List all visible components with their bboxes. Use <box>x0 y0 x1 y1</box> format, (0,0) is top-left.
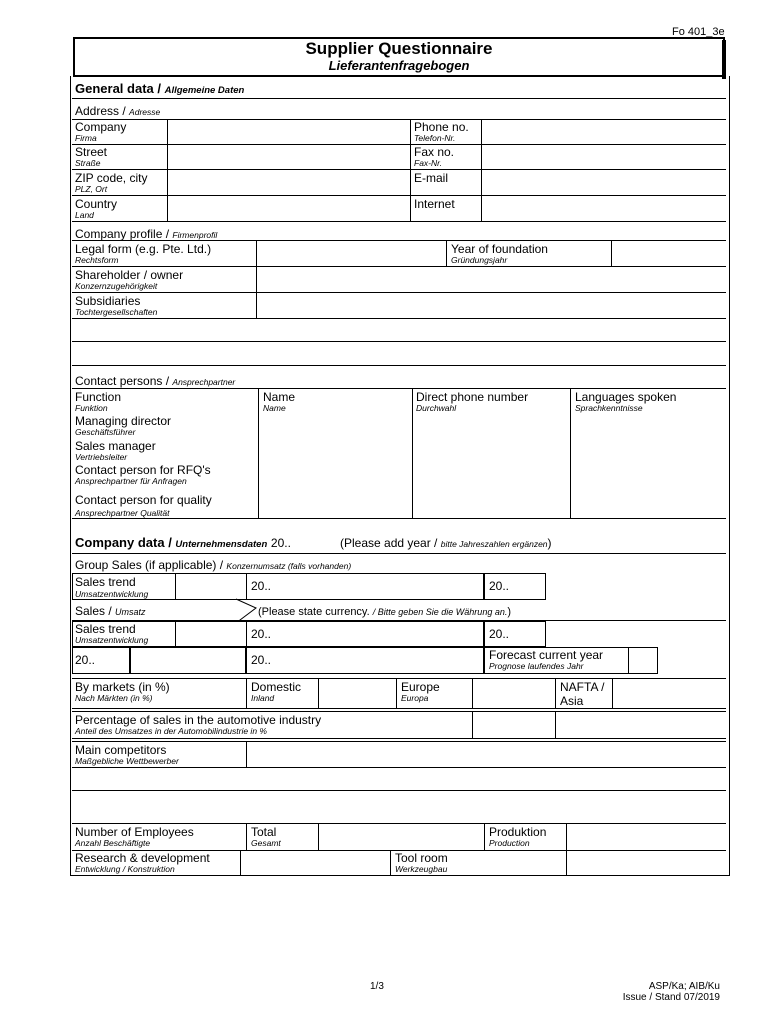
foundation-label-de: Gründungsjahr <box>451 255 508 265</box>
general-heading: General data / Allgemeine Daten <box>75 81 245 96</box>
group-sales-de: Konzernumsatz (falls vorhanden) <box>226 561 352 571</box>
rnd-col-2 <box>390 850 391 875</box>
email-label: E-mail <box>414 171 449 185</box>
group-sales-year-1[interactable] <box>246 573 484 600</box>
contact-phone-field[interactable] <box>413 414 569 517</box>
phone-field[interactable] <box>482 120 725 143</box>
contacts-heading-en: Contact persons <box>75 374 163 388</box>
markets-line-bottom <box>72 708 726 709</box>
profile-col-2 <box>446 240 447 266</box>
md-label-de: Geschäftsführer <box>75 427 136 437</box>
sales-row2-year-2: 20.. <box>251 653 272 667</box>
europe-label-de: Europa <box>401 693 429 703</box>
frame-bottom <box>70 875 730 876</box>
frame-left <box>70 76 71 875</box>
automotive-field[interactable] <box>473 712 554 737</box>
contacts-line-top <box>72 388 726 389</box>
nafta-asia-field[interactable] <box>613 679 725 707</box>
produktion-label: Produktion <box>489 825 547 839</box>
employees-label: Number of Employees <box>75 825 194 839</box>
md-label: Managing director <box>75 414 172 428</box>
domestic-label: Domestic <box>251 680 302 694</box>
toolroom-label: Tool room <box>395 851 448 865</box>
quality-label: Contact person for quality <box>75 493 212 507</box>
email-field[interactable] <box>482 170 725 194</box>
rnd-label-de: Entwicklung / Konstruktion <box>75 864 175 874</box>
company-label: Company <box>75 120 127 134</box>
fax-label: Fax no. <box>414 145 455 159</box>
domestic-label-de: Inland <box>251 693 275 703</box>
internet-label: Internet <box>414 197 455 211</box>
company-data-heading-de: Unternehmensdaten <box>175 539 268 550</box>
page-title: Supplier Questionnaire <box>305 39 493 58</box>
competitors-line-1 <box>72 767 726 768</box>
languages-header-de: Sprachkenntnisse <box>575 403 643 413</box>
company-data-year: 20.. <box>270 536 291 550</box>
page-number: 1/3 <box>370 981 384 992</box>
fax-field[interactable] <box>482 145 725 168</box>
profile-line-4 <box>72 318 726 319</box>
europe-label: Europe <box>401 680 440 694</box>
markets-label-de: Nach Märkten (in %) <box>75 693 153 703</box>
total-label: Total <box>251 825 277 839</box>
rfq-label-de: Ansprechpartner für Anfragen <box>75 476 187 486</box>
country-label-de: Land <box>75 210 94 220</box>
nafta-label: NAFTA / <box>560 680 605 694</box>
currency-note-en: (Please state currency. <box>258 606 370 618</box>
sales-year-1[interactable] <box>246 621 484 647</box>
competitors-line-2 <box>72 790 726 791</box>
sales-row2-cell-2[interactable] <box>246 647 484 674</box>
phone-label: Phone no. <box>414 120 469 134</box>
shareholder-field[interactable] <box>257 267 725 291</box>
production-employees-field[interactable] <box>567 824 725 849</box>
year-note <box>340 536 552 550</box>
sales-trend-label: Sales trend <box>75 622 136 636</box>
contacts-heading: Contact persons / Ansprechpartner <box>75 374 236 388</box>
sales-year-2-label: 20.. <box>489 627 510 641</box>
group-sales-year-2-label: 20.. <box>489 579 510 593</box>
address-label: Address / Adresse <box>75 104 161 118</box>
contact-name-field[interactable] <box>259 414 411 517</box>
automotive-line-top <box>72 711 726 712</box>
production-label: Production <box>489 838 530 848</box>
company-label-de: Firma <box>75 133 97 143</box>
currency-note-end: ) <box>507 606 512 618</box>
rnd-label: Research & development <box>75 851 210 865</box>
internet-field[interactable] <box>482 196 725 220</box>
foundation-label: Year of foundation <box>451 242 548 256</box>
zip-label: ZIP code, city <box>75 171 148 185</box>
contacts-line-bottom <box>72 518 726 519</box>
function-header-de: Funktion <box>75 403 108 413</box>
year-note-en: (Please add year / <box>340 536 438 550</box>
general-heading-en: General data <box>75 81 154 96</box>
name-header: Name <box>263 390 296 404</box>
sales-label <box>75 605 146 619</box>
sales-label-de: Umsatz <box>115 607 146 617</box>
addr-row-line-5 <box>72 221 726 222</box>
phone-label-de: Telefon-Nr. <box>414 133 456 143</box>
rnd-field[interactable] <box>241 851 389 874</box>
total-label-de: Gesamt <box>251 838 281 848</box>
zip-field[interactable] <box>168 170 409 194</box>
group-sales-trend-value[interactable] <box>175 573 250 600</box>
asia-label: Asia <box>560 694 584 708</box>
company-data-rule <box>72 553 726 554</box>
group-sales-en: Group Sales (if applicable) / <box>75 558 224 572</box>
markets-col-5 <box>555 678 556 708</box>
address-en: Address <box>75 104 120 118</box>
profile-heading: Company profile / Firmenprofil <box>75 227 218 241</box>
contacts-heading-de: Ansprechpartner <box>172 377 236 387</box>
automotive-label-de: Anteil des Umsatzes in der Automobilindustrie in % <box>75 726 267 736</box>
employees-col-3 <box>484 823 485 850</box>
direct-phone-header: Direct phone number <box>416 390 529 404</box>
fax-label-de: Fax-Nr. <box>414 158 443 168</box>
markets-col-1 <box>246 678 247 708</box>
footer-issue: Issue / Stand 07/2019 <box>622 992 720 1003</box>
year-note-de: bitte Jahreszahlen ergänzen <box>440 539 548 549</box>
year-note-end: ) <box>547 536 552 550</box>
competitors-field[interactable] <box>247 742 725 766</box>
form-number: Fo 401_3e <box>672 26 725 38</box>
forecast-label: Forecast current year <box>489 648 604 662</box>
profile-line-6 <box>72 365 726 366</box>
country-label: Country <box>75 197 118 211</box>
group-sales-label <box>75 558 351 572</box>
profile-heading-en: Company profile <box>75 227 163 241</box>
quality-label-de: Ansprechpartner Qualität <box>75 508 170 518</box>
shareholder-label: Shareholder / owner <box>75 268 184 282</box>
currency-note-de: / Bitte geben Sie die Währung an. <box>372 607 508 617</box>
street-label: Street <box>75 145 108 159</box>
general-rule <box>72 98 726 99</box>
automotive-label: Percentage of sales in the automotive industry <box>75 713 322 727</box>
toolroom-label-de: Werkzeugbau <box>395 864 448 874</box>
sales-label-en: Sales / <box>75 604 112 618</box>
shareholder-label-de: Konzernzugehörigkeit <box>75 281 158 291</box>
forecast-label-de: Prognose laufendes Jahr <box>489 661 584 671</box>
street-field[interactable] <box>168 145 409 168</box>
zip-label-de: PLZ, Ort <box>75 184 108 194</box>
general-heading-de: Allgemeine Daten <box>164 85 245 96</box>
sales-row2-year-1: 20.. <box>75 653 96 667</box>
addr-col-2 <box>410 119 411 221</box>
sales-row2-value-1[interactable] <box>130 647 246 674</box>
legal-form-field[interactable] <box>257 241 445 265</box>
automotive-col-2 <box>555 711 556 738</box>
country-field[interactable] <box>168 196 409 220</box>
foundation-field[interactable] <box>612 241 725 265</box>
sales-manager-label-de: Vertriebsleiter <box>75 452 128 462</box>
subsidiaries-field[interactable] <box>257 293 725 317</box>
group-sales-year-1-label: 20.. <box>251 579 272 593</box>
profile-line-5 <box>72 341 726 342</box>
competitors-label: Main competitors <box>75 743 167 757</box>
europe-field[interactable] <box>473 679 554 707</box>
sales-trend-label-de: Umsatzentwicklung <box>75 635 149 645</box>
languages-header: Languages spoken <box>575 390 677 404</box>
automotive-line-bottom <box>72 738 726 739</box>
domestic-field[interactable] <box>319 679 395 707</box>
legal-form-label: Legal form (e.g. Pte. Ltd.) <box>75 242 212 256</box>
markets-label: By markets (in %) <box>75 680 170 694</box>
toolroom-field[interactable] <box>567 851 725 874</box>
company-data-heading: Company data / Unternehmensdaten 20.. <box>75 535 291 550</box>
legal-form-label-de: Rechtsform <box>75 255 119 265</box>
currency-note <box>258 606 511 618</box>
page-subtitle: Lieferantenfragebogen <box>328 58 470 73</box>
contact-languages-field[interactable] <box>571 414 725 517</box>
function-header: Function <box>75 390 122 404</box>
sales-manager-label: Sales manager <box>75 439 156 453</box>
employees-col-1 <box>246 823 247 850</box>
total-employees-field[interactable] <box>319 824 483 849</box>
group-sales-trend-label: Sales trend <box>75 575 136 589</box>
sales-trend-value[interactable] <box>175 621 250 647</box>
subsidiaries-label: Subsidiaries <box>75 294 141 308</box>
company-field[interactable] <box>168 120 409 143</box>
markets-col-3 <box>396 678 397 708</box>
profile-heading-de: Firmenprofil <box>172 230 218 240</box>
street-label-de: Straße <box>75 158 101 168</box>
frame-right <box>729 76 730 875</box>
employees-label-de: Anzahl Beschäftigte <box>75 838 151 848</box>
name-header-de: Name <box>263 403 286 413</box>
group-sales-trend-label-de: Umsatzentwicklung <box>75 589 149 599</box>
address-de: Adresse <box>129 107 161 117</box>
competitors-label-de: Maßgebliche Wettbewerber <box>75 756 179 766</box>
direct-phone-header-de: Durchwahl <box>416 403 457 413</box>
company-data-heading-en: Company data <box>75 535 165 550</box>
rfq-label: Contact person for RFQ's <box>75 463 211 477</box>
subsidiaries-label-de: Tochtergesellschaften <box>75 307 158 317</box>
forecast-value[interactable] <box>628 647 658 674</box>
sales-year-1-label: 20.. <box>251 627 272 641</box>
footer-ref: ASP/Ka; AIB/Ku <box>648 981 720 992</box>
